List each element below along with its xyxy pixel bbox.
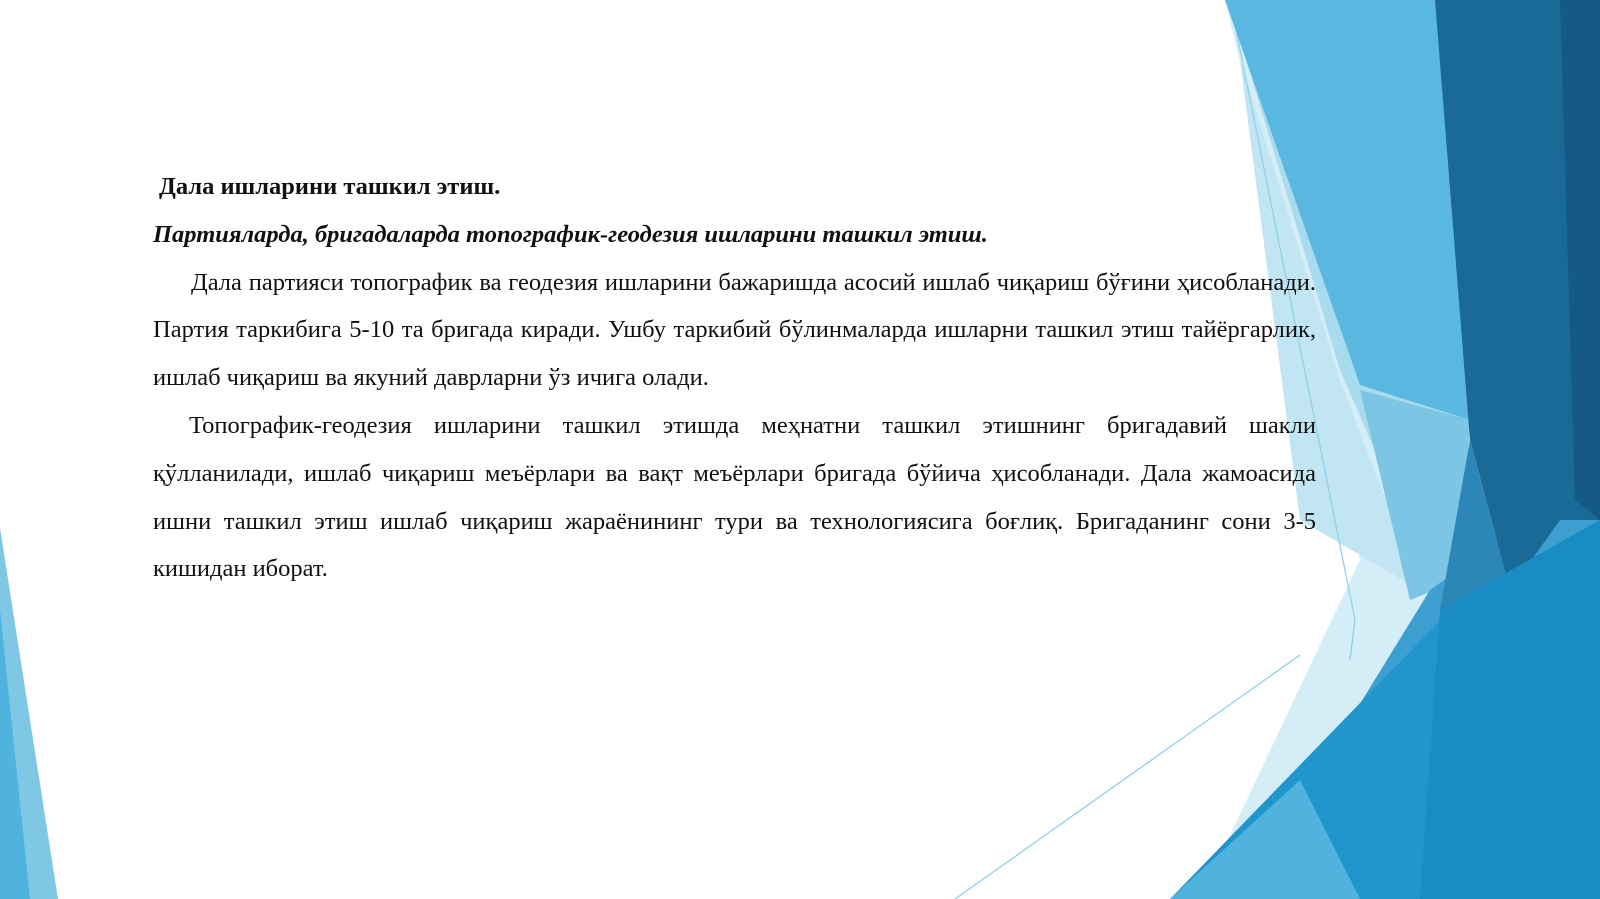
paragraph-1: Дала партияси топографик ва геодезия ишларини бажаришда асосий ишлаб чиқариш бўғини ҳисобланади. Партия таркибига 5-10 та бригада киради. Ушбу таркибий бўлинмаларда ишларни ташкил этиш тайёргарлик, ишлаб чиқариш ва якуний даврларни ўз ичига олади. bbox=[153, 268, 1316, 392]
text-body bbox=[153, 163, 1316, 593]
slide-heading: Дала ишларини ташкил этиш. bbox=[159, 173, 501, 200]
slide-subheading: Партияларда, бригадаларда топографик-геодезия ишларини ташкил этиш. bbox=[153, 220, 988, 248]
paragraph-2: Топографик-геодезия ишларини ташкил этишда меҳнатни ташкил этишнинг бригадавий шакли қўлланилади, ишлаб чиқариш меъёрлари ва вақт меъёрлари бригада бўйича ҳисобланади. Дала жамоасида ишни ташкил этиш ишлаб чиқариш жараёнининг тури ва технологиясига боғлиқ. Бригаданинг сони 3-5 кишидан иборат. bbox=[153, 411, 1316, 583]
